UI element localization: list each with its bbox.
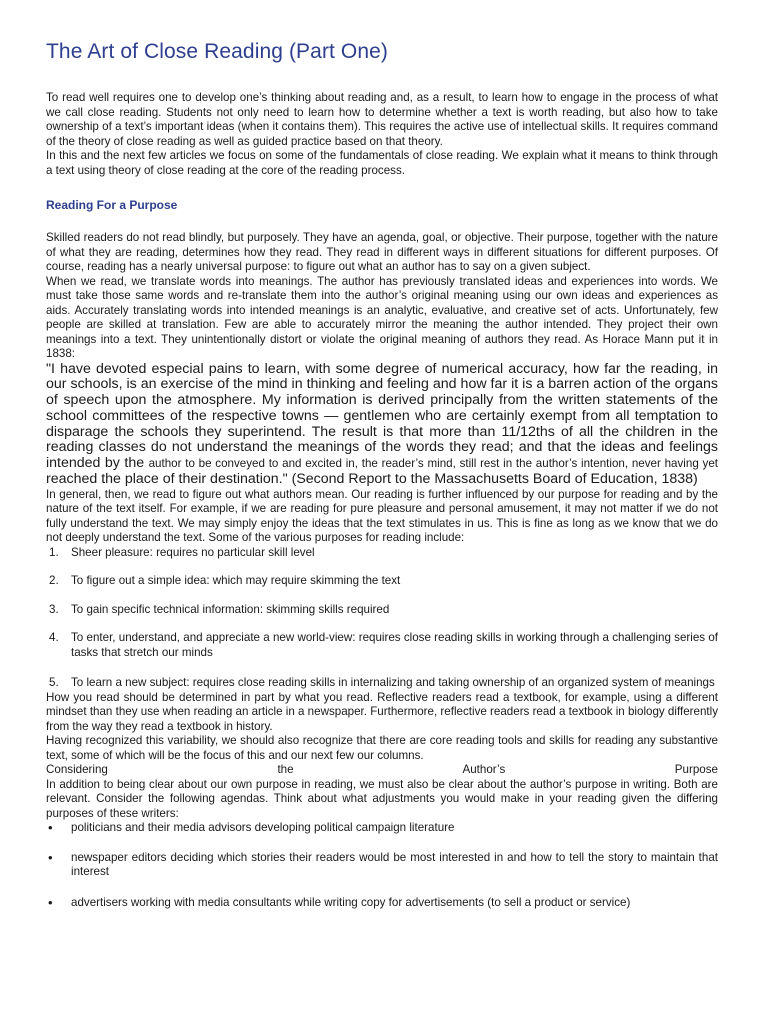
section-heading-reading-for-purpose: Reading For a Purpose bbox=[46, 198, 178, 212]
purpose-paragraph-3: In general, then, we read to figure out what authors mean. Our reading is further influenced by our purpose for reading and by the nature of the text itself. For example, if we are reading for pure pleasure and personal amusement, it may not matter if we do not fully understand the text. We may simply enjoy the ideas that the text stimulates in us. This is fine as long as we know that we do not deeply understand the text. Some of the various purposes for reading include: bbox=[46, 487, 718, 545]
purpose-paragraph-4: How you read should be determined in part by what you read. Reflective readers read a textbook, for example, using a different mindset than they use when reading an article in a newspaper. Furthermore, reflective readers read a textbook in biology differently from the way they read a textbook in history. bbox=[46, 690, 718, 733]
list-item-text: newspaper editors deciding which stories their readers would be most interested in and how to tell the story to maintain that interest bbox=[71, 850, 718, 879]
list-item-text: To gain specific technical information: skimming skills required bbox=[71, 602, 390, 616]
intro-paragraph-1: To read well requires one to develop one’s thinking about reading and, as a result, to learn how to engage in the process of what we call close reading. Students not only need to learn how to determine whether a text is worth reading, but also how to take ownership of a text’s important ideas (when it contains them). This requires the active use of intellectual skills. It requires command of the theory of close reading as well as guided practice based on that theory. bbox=[46, 91, 718, 148]
list-item-number: 5. bbox=[49, 676, 59, 690]
page-title: The Art of Close Reading (Part One) bbox=[46, 40, 388, 63]
list-item bbox=[46, 821, 718, 836]
bullet-icon: • bbox=[48, 849, 53, 865]
list-item-number: 2. bbox=[49, 574, 59, 588]
purpose-paragraph-5: Having recognized this variability, we should also recognize that there are core reading tools and skills for reading any substantive text, some of which will be the focus of this and our next few our columns. bbox=[46, 734, 718, 762]
list-item-text: To enter, understand, and appreciate a new world-view: requires close reading skills in working through a challenging series of tasks that stretch our minds bbox=[71, 631, 718, 659]
list-item-text: Sheer pleasure: requires no particular skill level bbox=[71, 545, 315, 559]
list-item-text: To learn a new subject: requires close reading skills in internalizing and taking ownership of an organized system of meanings bbox=[71, 676, 715, 690]
list-item-text: politicians and their media advisors developing political campaign literature bbox=[71, 821, 455, 835]
purpose-paragraph-2: When we read, we translate words into meanings. The author has previously translated ideas and experiences into words. We must take those same words and re-translate them into the author’s original meaning using our own ideas and experiences as aids. Accurately translating words into intended meanings is an analytic, evaluative, and creative set of acts. Unfortunately, few people are skilled at translation. Few are able to accurately mirror the meaning the author intended. They project their own meanings into a text. They unintentionally distort or violate the original meaning of authors they read. As Horace Mann put it in 1838: bbox=[46, 274, 718, 360]
list-item bbox=[46, 574, 718, 589]
list-item bbox=[46, 603, 718, 618]
horace-mann-quote bbox=[46, 362, 718, 488]
purpose-paragraph-1: Skilled readers do not read blindly, but purposely. They have an agenda, goal, or objective. Their purpose, together with the nature of what they are reading, determines how they read. They read in different ways in different situations for different purposes. Of course, reading has a nearly universal purpose: to figure out what an author has to say on a given subject. bbox=[46, 231, 718, 273]
list-item-number: 1. bbox=[49, 545, 59, 559]
list-item-text: To figure out a simple idea: which may require skimming the text bbox=[71, 574, 401, 588]
quote-part-c: reached the place of their destination." (Second Report to the Massachusetts Board of Education, 1838) bbox=[46, 471, 698, 488]
list-item bbox=[46, 546, 718, 561]
list-item bbox=[46, 896, 718, 911]
author-purpose-paragraph-1: In addition to being clear about our own purpose in reading, we must also be clear about the author’s purpose in writing. Both are relevant. Consider the following agendas. Think about what adjustments you would make in your reading given the differing purposes of these writers: bbox=[46, 777, 718, 820]
purposes-list bbox=[46, 546, 718, 691]
list-item-number: 3. bbox=[49, 602, 59, 616]
list-item bbox=[46, 631, 718, 660]
intro-paragraph-2: In this and the next few articles we focus on some of the fundamentals of close reading. We explain what it means to think through a text using theory of close reading at the core of the reading process. bbox=[46, 149, 718, 177]
section-heading-authors-purpose: Considering the Author’s Purpose bbox=[46, 763, 718, 777]
list-item-number: 4. bbox=[49, 631, 59, 645]
quote-part-b: author to be conveyed to and excited in, the reader’s mind, still rest in the author’s intention, never having yet bbox=[148, 457, 718, 471]
list-item-text: advertisers working with media consultants while writing copy for advertisements (to sell a product or service) bbox=[71, 895, 631, 909]
document-page bbox=[46, 40, 718, 925]
bullet-icon: • bbox=[48, 820, 53, 836]
quote-part-a: "I have devoted especial pains to learn, with some degree of numerical accuracy, how far the reading, in our schools, is an exercise of the mind in thinking and feeling and how far it is a barren action of the organs of speech upon the atmosphere. My information is derived principally from the written statements of the school committees of the respective towns — gentlemen who are certainly exempt from all temptation to disparage the schools they superintend. The result is that more than 11/12ths of all the children in the reading classes do not understand the meanings of the words they read; and that the ideas and feelings intended by the bbox=[46, 360, 718, 472]
agendas-list bbox=[46, 821, 718, 910]
list-item bbox=[46, 851, 718, 880]
list-item bbox=[46, 676, 718, 691]
bullet-icon: • bbox=[48, 894, 53, 910]
